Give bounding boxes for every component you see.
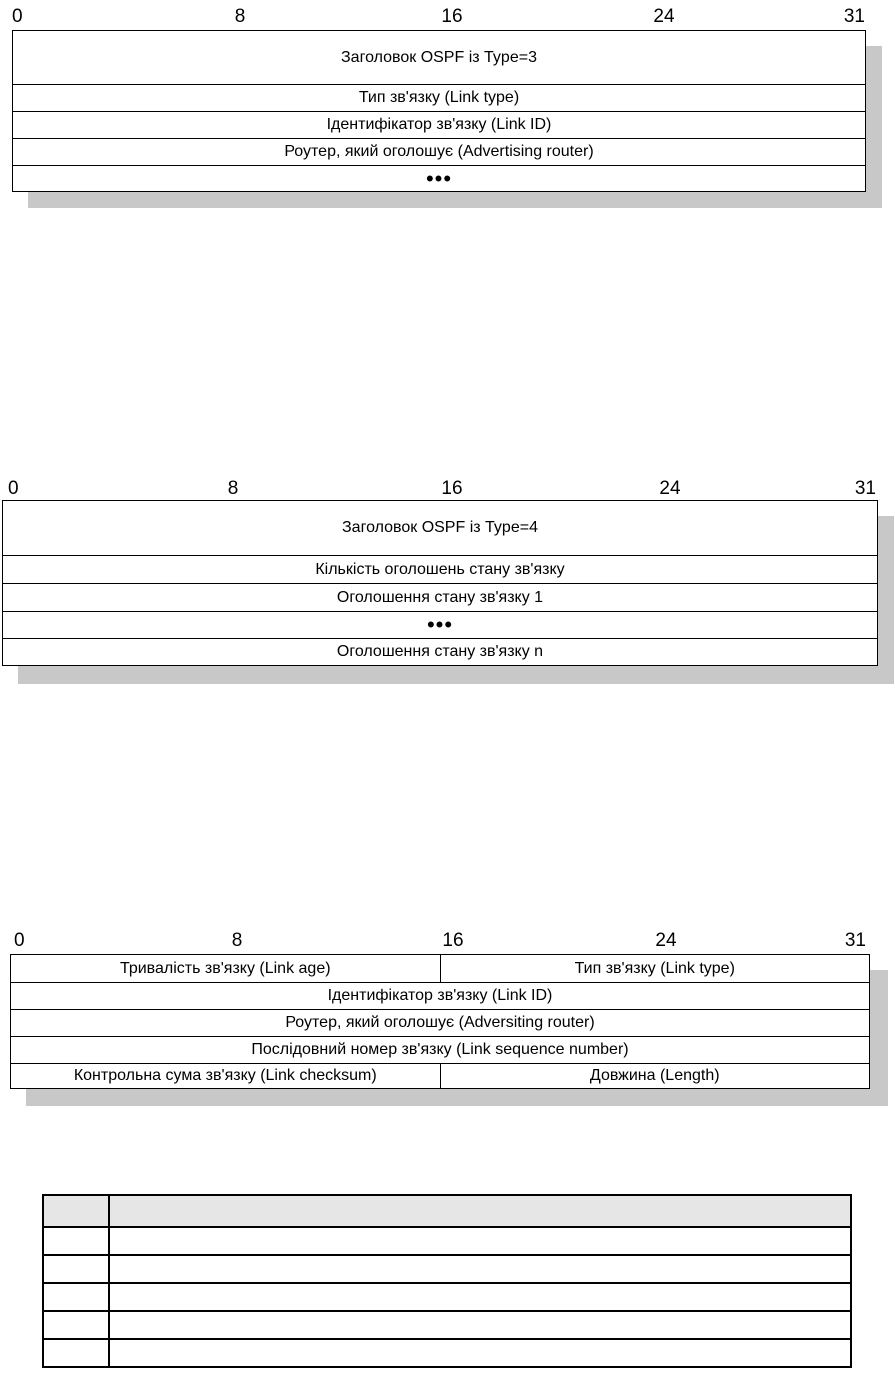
bit-tick: 0: [14, 930, 25, 951]
table-cell: [44, 1256, 110, 1282]
table-row: [44, 1226, 850, 1254]
bit-tick: 16: [441, 6, 463, 27]
table-cell: [110, 1256, 850, 1282]
packet-field: Тривалість зв'язку (Link age): [119, 959, 331, 977]
bit-tick: 0: [8, 478, 19, 499]
packet-field: Оголошення стану зв'язку 1: [336, 588, 544, 606]
table-cell: [44, 1284, 110, 1310]
table-row: [44, 1338, 850, 1366]
packet-field: Заголовок OSPF із Type=4: [342, 519, 538, 536]
packet-box: [2, 500, 878, 666]
bit-tick: 8: [231, 930, 243, 951]
packet-row: [3, 583, 877, 611]
bit-tick: 24: [659, 478, 681, 499]
packet-row: [11, 1036, 869, 1063]
packet-field: Оголошення стану зв'язку n: [336, 643, 544, 660]
packet-field: Заголовок OSPF із Type=3: [341, 48, 537, 66]
packet-diagram-2: [2, 478, 894, 684]
packet-row: [3, 501, 877, 555]
packet-field: Довжина (Length): [440, 1064, 870, 1088]
packet-diagram-1: [12, 6, 882, 208]
bit-tick: 31: [843, 6, 865, 27]
packet-box: [10, 954, 870, 1089]
table-cell: [110, 1284, 850, 1310]
bit-tick: 31: [854, 478, 876, 499]
ellipsis-field: •••: [425, 166, 453, 191]
packet-row: [11, 1009, 869, 1036]
packet-row: [13, 111, 865, 138]
table-header-row: [44, 1196, 850, 1226]
table-row: [44, 1254, 850, 1282]
packet-box: [12, 30, 866, 192]
packet-row: [13, 165, 865, 191]
packet-field: Послідовний номер зв'язку (Link sequence number): [251, 1041, 629, 1058]
bit-tick: 16: [441, 478, 463, 499]
packet-field: Ідентифікатор зв'язку (Link ID): [327, 987, 553, 1004]
table-cell: [110, 1312, 850, 1338]
packet-field: Тип зв'язку (Link type): [358, 89, 520, 106]
bit-tick: 24: [653, 6, 675, 27]
bit-ruler: [12, 6, 882, 30]
bit-ruler: [2, 478, 894, 502]
ellipsis-field: •••: [426, 612, 454, 637]
packet-field: Контрольна сума зв'язку (Link checksum): [73, 1067, 377, 1084]
packet-field: Роутер, який оголошує (Adversiting router): [285, 1014, 595, 1031]
packet-row: [11, 955, 869, 982]
bit-tick: 31: [844, 930, 866, 951]
table-row: [44, 1310, 850, 1338]
packet-row: [3, 555, 877, 583]
table-row: [44, 1282, 850, 1310]
packet-row: [13, 84, 865, 111]
packet-row: [3, 638, 877, 665]
table-cell: [110, 1228, 850, 1254]
link-type-table: [42, 1194, 852, 1368]
table-cell: [110, 1340, 850, 1366]
packet-row: [13, 31, 865, 84]
bit-tick: 8: [227, 478, 239, 499]
packet-field: Роутер, який оголошує (Advertising router): [284, 143, 594, 160]
bit-tick: 8: [234, 6, 246, 27]
packet-diagram-3: [10, 930, 888, 1106]
packet-row: [11, 1063, 869, 1088]
packet-row: [3, 611, 877, 638]
packet-field: Тип зв'язку (Link type): [440, 955, 870, 982]
bit-ruler: [10, 930, 888, 954]
table-cell: [44, 1228, 110, 1254]
bit-tick: 0: [12, 6, 23, 27]
table-cell: [44, 1340, 110, 1366]
bit-tick: 16: [442, 930, 464, 951]
bit-tick: 24: [655, 930, 677, 951]
packet-row: [11, 982, 869, 1009]
table-header-cell: [110, 1196, 850, 1226]
packet-field: Ідентифікатор зв'язку (Link ID): [326, 116, 552, 133]
table-cell: [44, 1312, 110, 1338]
packet-field: Кількість оголошень стану зв'язку: [315, 560, 565, 578]
table-header-cell: [44, 1196, 110, 1226]
packet-row: [13, 138, 865, 165]
